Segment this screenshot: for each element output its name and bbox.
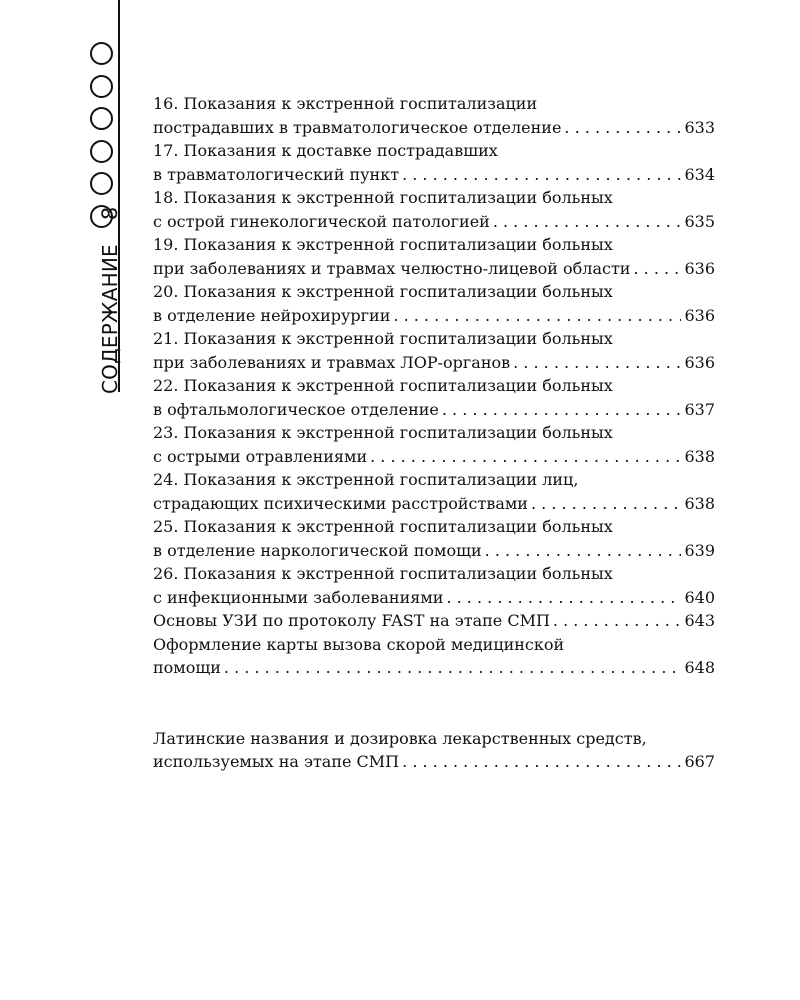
- toc-entry-title-cont: с инфекционными заболеваниями: [153, 587, 444, 607]
- toc-entry-24[interactable]: [153, 468, 715, 515]
- circle-icon: [90, 42, 113, 65]
- toc-entry-23[interactable]: [153, 421, 715, 468]
- toc-entry-title-cont: пострадавших в травматологическое отделение: [153, 117, 562, 137]
- page-number: 8: [98, 206, 122, 221]
- dot-leader: [402, 750, 681, 774]
- toc-entry-title: 23. Показания к экстренной госпитализации больных: [153, 423, 613, 442]
- dot-leader: [633, 257, 681, 281]
- toc-entry-title: 26. Показания к экстренной госпитализации больных: [153, 564, 613, 583]
- dot-leader: [442, 398, 682, 422]
- toc-page-number: 667: [684, 752, 715, 771]
- circle-icon: [90, 140, 113, 163]
- dot-leader: [485, 539, 682, 563]
- toc-entry-title-cont: при заболеваниях и травмах челюстно-лицевой области: [153, 258, 631, 278]
- toc-entry-title: 21. Показания к экстренной госпитализации больных: [153, 329, 613, 348]
- dot-leader: [513, 351, 681, 375]
- toc-entry-19[interactable]: [153, 233, 715, 280]
- toc-page-number: 640: [684, 587, 715, 607]
- circle-icon: [90, 107, 113, 130]
- toc-page-number: 636: [684, 258, 715, 278]
- toc-page-number: 638: [684, 446, 715, 466]
- dot-leader: [564, 116, 681, 140]
- dot-leader: [402, 163, 681, 187]
- toc-page-number: 648: [684, 658, 715, 677]
- toc-page-number: 635: [684, 211, 715, 231]
- dot-leader: [531, 492, 681, 516]
- toc-page-number: 638: [684, 493, 715, 513]
- toc-entry-title: Основы УЗИ по протоколу FAST на этапе СМП: [153, 611, 550, 630]
- circle-icon: [90, 75, 113, 98]
- dot-leader: [553, 609, 682, 633]
- toc-entry-title-cont: используемых на этапе СМП: [153, 752, 400, 771]
- toc-page-number: 636: [684, 352, 715, 372]
- toc-entry-title-cont: страдающих психическими расстройствами: [153, 493, 528, 513]
- dot-leader: [493, 210, 682, 234]
- section-title: СОДЕРЖАНИЕ: [98, 244, 122, 394]
- toc-entry-title: Латинские названия и дозировка лекарственных средств,: [153, 728, 647, 748]
- toc-entry-latin-drugs[interactable]: [153, 727, 715, 774]
- toc-entry-17[interactable]: [153, 139, 715, 186]
- dot-leader: [446, 586, 681, 610]
- toc-entry-title: 25. Показания к экстренной госпитализации больных: [153, 517, 613, 536]
- dot-leader: [370, 445, 681, 469]
- toc-entry-title: 19. Показания к экстренной госпитализации больных: [153, 235, 613, 254]
- toc-entry-title-cont: с острыми отравлениями: [153, 446, 368, 466]
- dot-leader: [393, 304, 681, 328]
- toc-entry-18[interactable]: [153, 186, 715, 233]
- toc-entry-16[interactable]: [153, 92, 715, 139]
- toc-entry-title: 18. Показания к экстренной госпитализации больных: [153, 188, 613, 207]
- toc-entry-22[interactable]: [153, 374, 715, 421]
- toc-entry-title-cont: при заболеваниях и травмах ЛОР-органов: [153, 352, 511, 372]
- toc-entry-title: 17. Показания к доставке пострадавших: [153, 141, 498, 160]
- toc-entry-title-cont: с острой гинекологической патологией: [153, 211, 490, 231]
- dot-leader: [224, 656, 682, 680]
- toc-entry-title-cont: в отделение наркологической помощи: [153, 540, 482, 560]
- toc-entry-26[interactable]: [153, 562, 715, 609]
- toc-entry-title: 20. Показания к экстренной госпитализации больных: [153, 282, 613, 301]
- toc-page-number: 636: [684, 305, 715, 325]
- toc-page-number: 643: [684, 611, 715, 630]
- toc-page-number: 634: [684, 164, 715, 184]
- toc-entry-title: 24. Показания к экстренной госпитализации лиц,: [153, 470, 579, 489]
- toc-entry-title-cont: в отделение нейрохирургии: [153, 305, 391, 325]
- toc-entry-25[interactable]: [153, 515, 715, 562]
- toc-entry-title-cont: в офтальмологическое отделение: [153, 399, 439, 419]
- toc-page-number: 637: [684, 399, 715, 419]
- toc-entry-21[interactable]: [153, 327, 715, 374]
- toc-entry-title-cont: в травматологический пункт: [153, 164, 400, 184]
- toc-entry-call-card[interactable]: [153, 633, 715, 680]
- toc-entry-20[interactable]: [153, 280, 715, 327]
- table-of-contents: [153, 92, 715, 774]
- toc-page-number: 639: [684, 540, 715, 560]
- toc-entry-title: 22. Показания к экстренной госпитализации больных: [153, 376, 613, 395]
- section-running-head: [98, 207, 122, 394]
- toc-entry-title: Оформление карты вызова скорой медицинской: [153, 634, 565, 654]
- toc-entry-title-cont: помощи: [153, 658, 221, 677]
- toc-entry-fast[interactable]: [153, 609, 715, 633]
- toc-entry-title: 16. Показания к экстренной госпитализации: [153, 94, 538, 113]
- toc-page-number: 633: [684, 117, 715, 137]
- circle-icon: [90, 172, 113, 195]
